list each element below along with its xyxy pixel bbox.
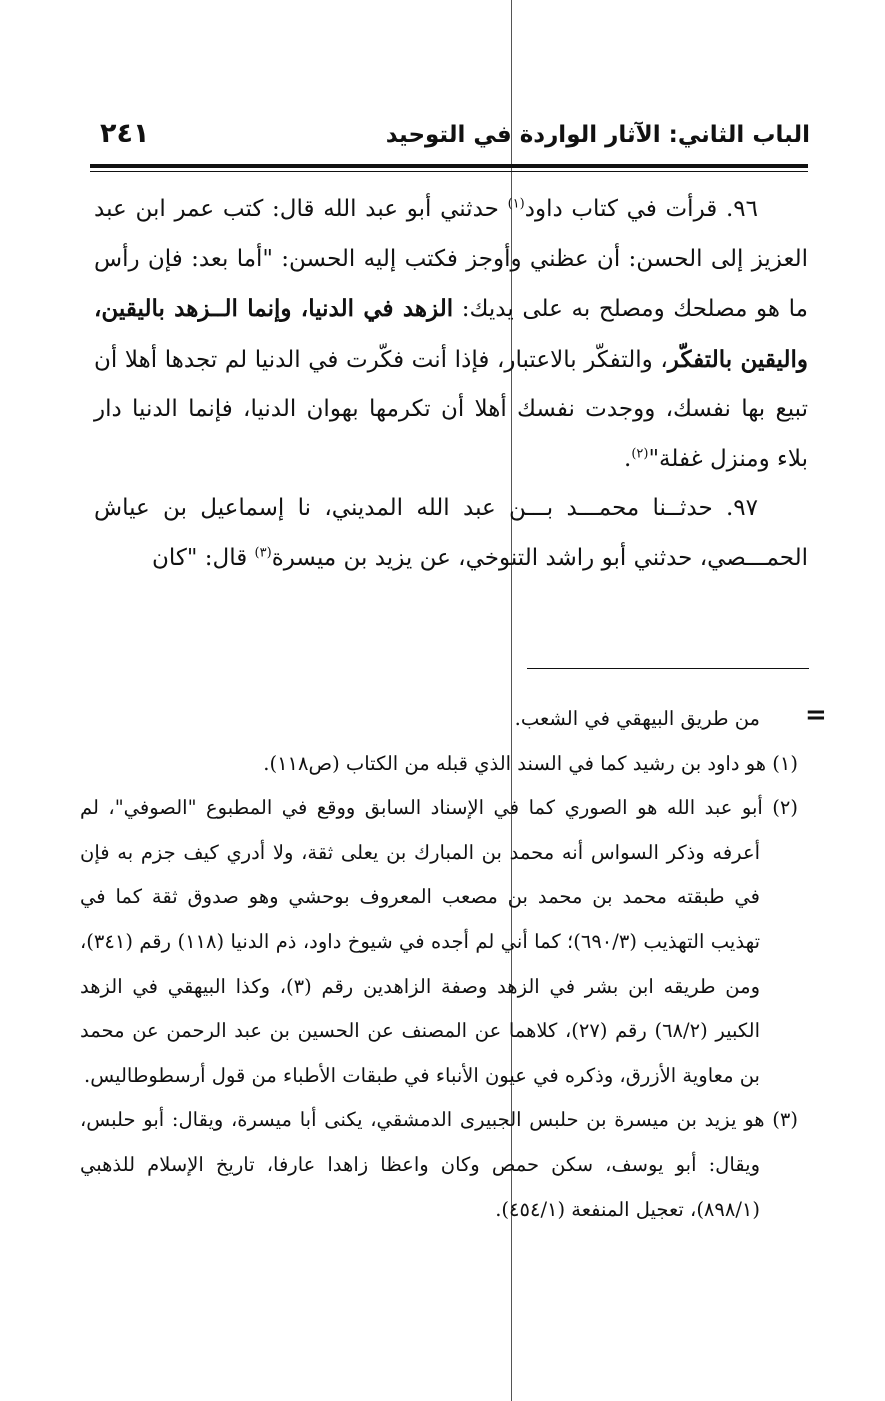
paragraph-97-text-2: قال: "كان — [152, 544, 255, 571]
page-number: ٢٤١ — [100, 118, 150, 149]
paragraph-96-text-4: . — [624, 445, 632, 472]
paragraph-97 — [94, 484, 808, 583]
header-rule-thick — [90, 164, 808, 168]
footnote-2: (٢) أبو عبد الله هو الصوري كما في الإسناد السابق ووقع في المطبوع "الصوفي"، لم أعرفه وذكر السواس أنه محمد بن المبارك بن يعلى ثقة، ولا أدري كيف جزم به فإن في طبقته محمد بن محمد بن مصعب المعروف بوحشي وهو صدوق ثقة كما في تهذيب التهذيب (٦٩٠/٣)؛ كما أني لم أجده في شيوخ داود، ذم الدنيا (١١٨) رقم (٣٤١)، ومن طريقه ابن بشر في الزهد وصفة الزاهدين رقم (٣)، وكذا البيهقي في الزهد الكبير (٦٨/٢) رقم (٢٧)، كلاهما عن المصنف عن الحسين بن عبد الرحمن عن محمد بن معاوية الأزرق، وذكره في عيون الأنباء في طبقات الأطباء من قول أرسطوطاليس. — [80, 796, 798, 1087]
paragraph-96-text-1: ٩٦. قرأت في كتاب داود — [524, 196, 758, 222]
paragraph-97-text-1: ٩٧. حدثــنا محمـــد بـــن عبد الله المديني، نا إسماعيل بن عياش الحمـــصي، حدثني أبو راشد التنوخي، عن يزيد بن ميسرة — [94, 495, 808, 571]
footnote-1: (١) هو داود بن رشيد كما في السند الذي قبله من الكتاب (ص١١٨). — [263, 751, 798, 775]
header-rule-thin — [90, 171, 808, 172]
footnote-3: (٣) هو يزيد بن ميسرة بن حلبس الجبيرى الدمشقي، يكنى أبا ميسرة، ويقال: أبو حلبس، ويقال: أبو يوسف، سكن حمص وكان واعظا زاهدا عارفا، تاريخ الإسلام للذهبي (٨٩٨/١)، تعجيل المنفعة (٤٥٤/١). — [80, 1108, 798, 1221]
footnote-separator — [527, 668, 809, 669]
main-text — [94, 185, 808, 583]
footnote-continuation: من طريق البيهقي في الشعب. — [514, 707, 760, 730]
paragraph-96 — [94, 185, 808, 484]
paragraph-96-bold-phrase: الزهد في الدنيا، وإنما الــزهد باليقين، واليقين بالتفكّر — [94, 295, 808, 373]
footnote-marker-1: (١) — [507, 196, 525, 212]
footnote-marker-3: (٣) — [254, 544, 272, 560]
running-title: الباب الثاني: الآثار الواردة في التوحيد — [385, 122, 810, 148]
paragraph-96-text-2: حدثني أبو عبد الله قال: كتب عمر ابن عبد العزيز إلى الحسن: أن عظني وأوجز فكتب إليه الحسن: "أما بعد: فإن رأس ما هو مصلحك ومصلح به على يديك: — [94, 196, 808, 322]
footnote-continuation-mark: = — [805, 700, 827, 730]
footnote-marker-2: (٢) — [631, 445, 649, 461]
paragraph-96-text-3: ، والتفكّر بالاعتبار، فإذا أنت فكّرت في الدنيا لم تجدها أهلا أن تبيع بها نفسك، ووجدت نفسك أهلا أن تكرمها بهوان الدنيا، فإنما الدنيا دار بلاء ومنزل غفلة" — [94, 346, 808, 472]
page-header — [60, 118, 820, 158]
footnotes — [80, 697, 798, 1232]
